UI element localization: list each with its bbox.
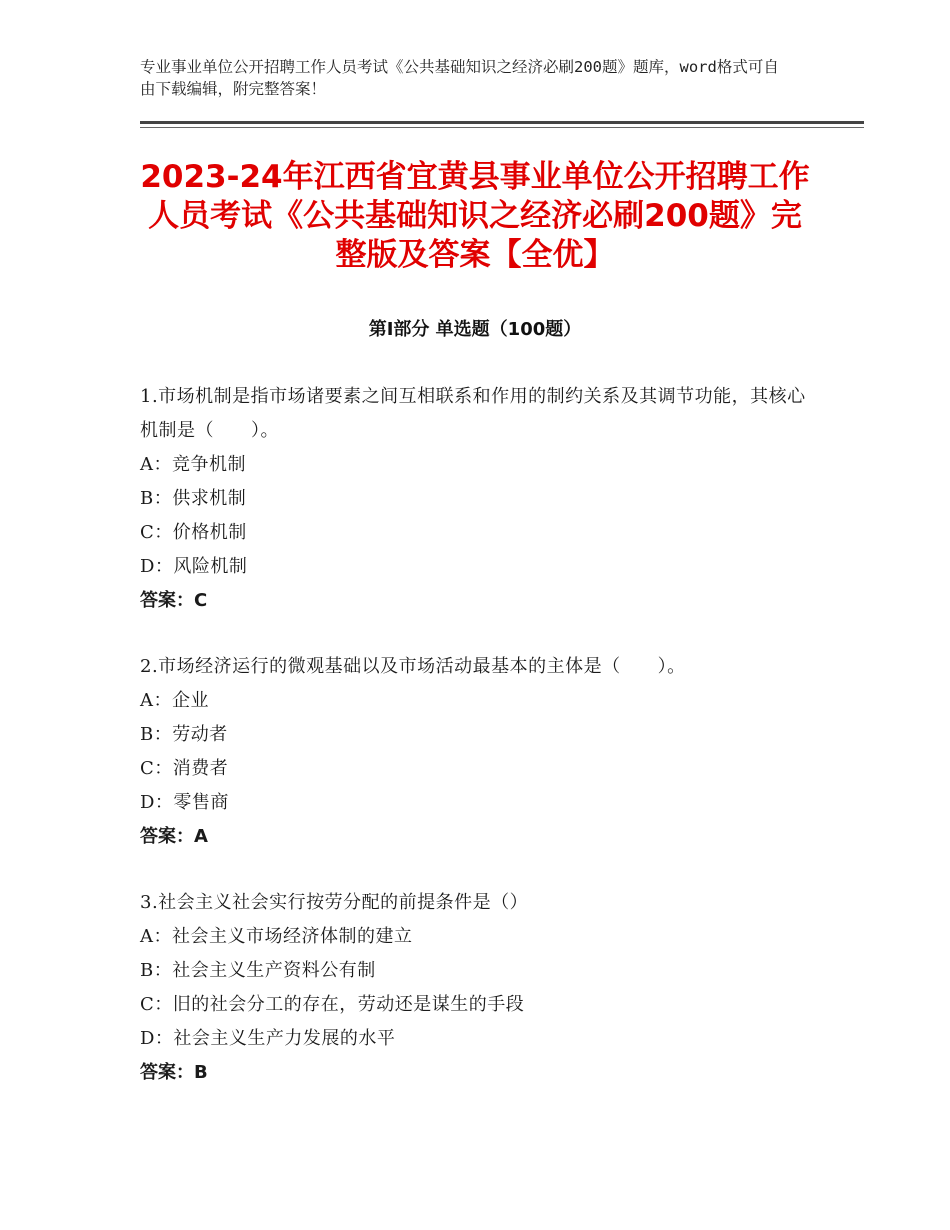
document-title: 2023-24年江西省宜黄县事业单位公开招聘工作人员考试《公共基础知识之经济必刷200题》完整版及答案【全优】 bbox=[140, 159, 810, 273]
question-1 bbox=[140, 380, 810, 618]
section-heading: 第Ⅰ部分 单选题（100题） bbox=[368, 319, 582, 340]
question-list bbox=[140, 380, 810, 1122]
option-d: D：零售商 bbox=[140, 792, 229, 813]
question-stem: 2.市场经济运行的微观基础以及市场活动最基本的主体是（ ）。 bbox=[140, 656, 686, 677]
question-stem: 3.社会主义社会实行按劳分配的前提条件是（） bbox=[140, 892, 529, 913]
question-2 bbox=[140, 650, 810, 854]
header-divider-thick bbox=[140, 121, 864, 124]
answer: 答案：B bbox=[140, 1062, 208, 1083]
option-c: C：旧的社会分工的存在，劳动还是谋生的手段 bbox=[140, 994, 525, 1015]
answer: 答案：C bbox=[140, 590, 208, 611]
option-d: D：风险机制 bbox=[140, 556, 248, 577]
option-b: B：供求机制 bbox=[140, 488, 247, 509]
header-note: 专业事业单位公开招聘工作人员考试《公共基础知识之经济必刷200题》题库，word格式可自由下载编辑，附完整答案！ bbox=[140, 58, 779, 98]
header-divider-thin bbox=[140, 127, 864, 128]
answer: 答案：A bbox=[140, 826, 208, 847]
option-b: B：劳动者 bbox=[140, 724, 228, 745]
option-a: A：竞争机制 bbox=[140, 454, 246, 475]
question-stem: 1.市场机制是指市场诸要素之间互相联系和作用的制约关系及其调节功能，其核心机制是（ ）。 bbox=[140, 386, 806, 441]
option-a: A：社会主义市场经济体制的建立 bbox=[140, 926, 413, 947]
option-d: D：社会主义生产力发展的水平 bbox=[140, 1028, 396, 1049]
question-3 bbox=[140, 886, 810, 1090]
option-b: B：社会主义生产资料公有制 bbox=[140, 960, 376, 981]
option-c: C：价格机制 bbox=[140, 522, 247, 543]
option-a: A：企业 bbox=[140, 690, 209, 711]
option-c: C：消费者 bbox=[140, 758, 229, 779]
